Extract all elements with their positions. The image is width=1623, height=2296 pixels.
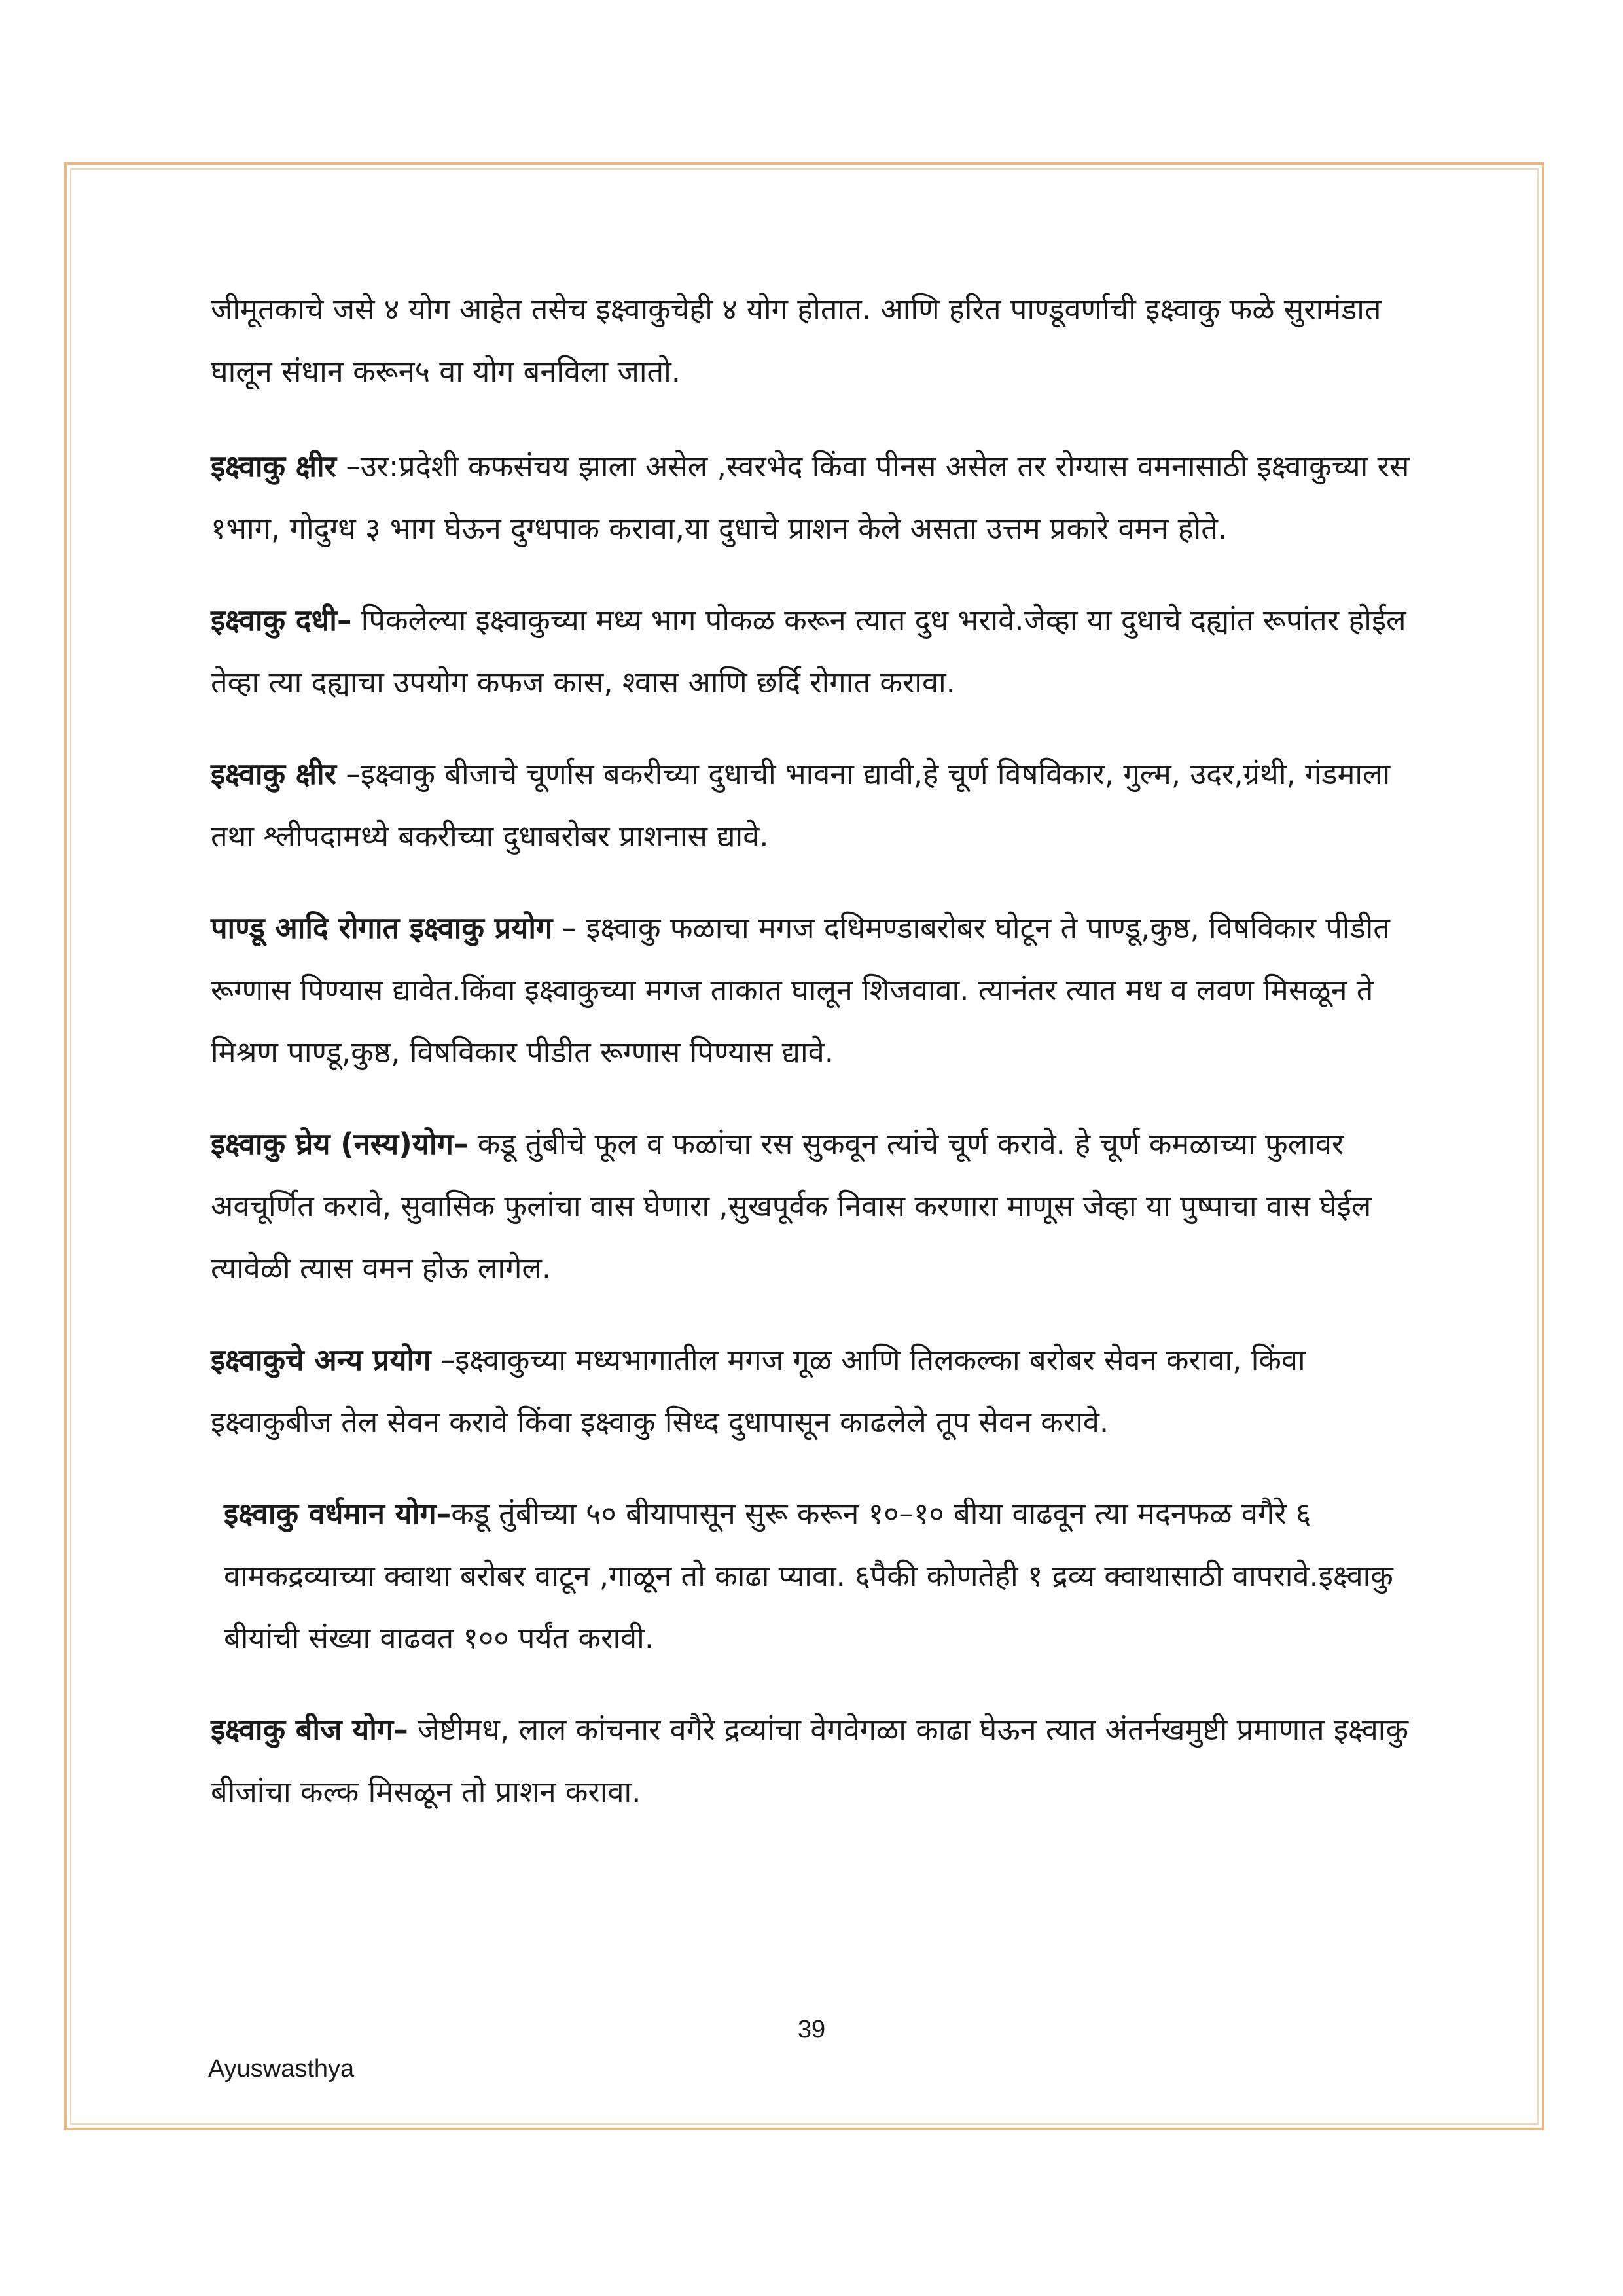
paragraph-nasya-yog [211,1113,1435,1299]
paragraph-heading: इक्ष्वाकु दधी– [211,603,352,637]
paragraph-text: –उर:प्रदेशी कफसंचय झाला असेल ,स्वरभेद किंवा पीनस असेल तर रोग्यास वमनासाठी इक्ष्वाकुच्या रस १भाग, गोदुग्ध ३ भाग घेऊन दुग्धपाक करावा,या दुधाचे प्राशन केले असता उत्तम प्रकारे वमन होते. [211,449,1410,546]
paragraph-ikshvaku-ksheer [211,435,1435,560]
footer-site-name: Ayuswasthya [208,2055,355,2083]
paragraph-beej-yog [211,1698,1435,1823]
paragraph-text: कडू तुंबीच्या ५० बीयापासून सुरू करून १०–१० बीया वाढवून त्या मदनफळ वगैरे ६ वामकद्रव्याच्या क्वाथा बरोबर वाटून ,गाळून तो काढा प्यावा. ६पैकी कोणतेही १ द्रव्य क्वाथासाठी वापरावे.इक्ष्वाकु बीयांची संख्या वाढवत १०० पर्यंत करावी. [224,1496,1393,1655]
page-number: 39 [797,2016,826,2043]
paragraph-vardhaman-yog [211,1482,1435,1669]
paragraph-text: जीमूतकाचे जसे ४ योग आहेत तसेच इक्ष्वाकुचेही ४ योग होतात. आणि हरित पाण्डूवर्णाची इक्ष्वाकु फळे सुरामंडात घालून संधान करून५ वा योग बनविला जातो. [211,292,1382,389]
paragraph-heading: इक्ष्वाकु क्षीर [211,449,337,484]
paragraph-heading: इक्ष्वाकु क्षीर [211,757,337,791]
paragraph-heading: पाण्डू आदि रोगात इक्ष्वाकु प्रयोग [211,910,553,945]
paragraph-text: पिकलेल्या इक्ष्वाकुच्या मध्य भाग पोकळ करून त्यात दुध भरावे.जेव्हा या दुधाचे दह्यांत रूपांतर होईल तेव्हा त्या दह्याचा उपयोग कफज कास, श्वास आणि छर्दि रोगात करावा. [211,603,1406,700]
paragraph-text: –इक्ष्वाकुच्या मध्यभागातील मगज गूळ आणि तिलकल्का बरोबर सेवन करावा, किंवा इक्ष्वाकुबीज तेल सेवन करावे किंवा इक्ष्वाकु सिध्द दुधापासून काढलेले तूप सेवन करावे. [211,1342,1306,1439]
paragraph-heading: इक्ष्वाकु घ्रेय (नस्य)योग– [211,1126,469,1161]
paragraph-pandu-prayog [211,897,1435,1083]
paragraph-text: –इक्ष्वाकु बीजाचे चूर्णास बकरीच्या दुधाची भावना द्यावी,हे चूर्ण विषविकार, गुल्म, उदर,ग्रंथी, गंडमाला तथा श्लीपदामध्ये बकरीच्या दुधाबरोबर प्राशनास द्यावे. [211,757,1391,853]
paragraph-ikshvaku-ksheer-2 [211,743,1435,867]
paragraph-text: जेष्टीमध, लाल कांचनार वगैरे द्रव्यांचा वेगवेगळा काढा घेऊन त्यात अंतर्नखमुष्टी प्रमाणात इक्ष्वाकु बीजांचा कल्क मिसळून तो प्राशन करावा. [211,1712,1409,1809]
paragraph-text: कडू तुंबीचे फूल व फळांचा रस सुकवून त्यांचे चूर्ण करावे. हे चूर्ण कमळाच्या फुलावर अवचूर्णित करावे, सुवासिक फुलांचा वास घेणारा ,सुखपूर्वक निवास करणारा माणूस जेव्हा या पुष्पाचा वास घेईल त्यावेळी त्यास वमन होऊ लागेल. [211,1126,1372,1285]
paragraph-heading: इक्ष्वाकुचे अन्य प्रयोग [211,1342,431,1377]
paragraph-ikshvaku-dadhi [211,589,1435,713]
document-body [211,278,1435,1852]
paragraph-intro [211,278,1435,403]
paragraph-anya-prayog [211,1329,1435,1453]
paragraph-text: – इक्ष्वाकु फळाचा मगज दधिमण्डाबरोबर घोटून ते पाण्डू,कुष्ठ, विषविकार पीडीत रूग्णास पिण्यास द्यावेत.किंवा इक्ष्वाकुच्या मगज ताकात घालून शिजवावा. त्यानंतर त्यात मध व लवण मिसळून ते मिश्रण पाण्डू,कुष्ठ, विषविकार पीडीत रूग्णास पिण्यास द्यावे. [211,910,1390,1069]
paragraph-heading: इक्ष्वाकु वर्धमान योग– [224,1496,452,1531]
paragraph-heading: इक्ष्वाकु बीज योग– [211,1712,408,1747]
